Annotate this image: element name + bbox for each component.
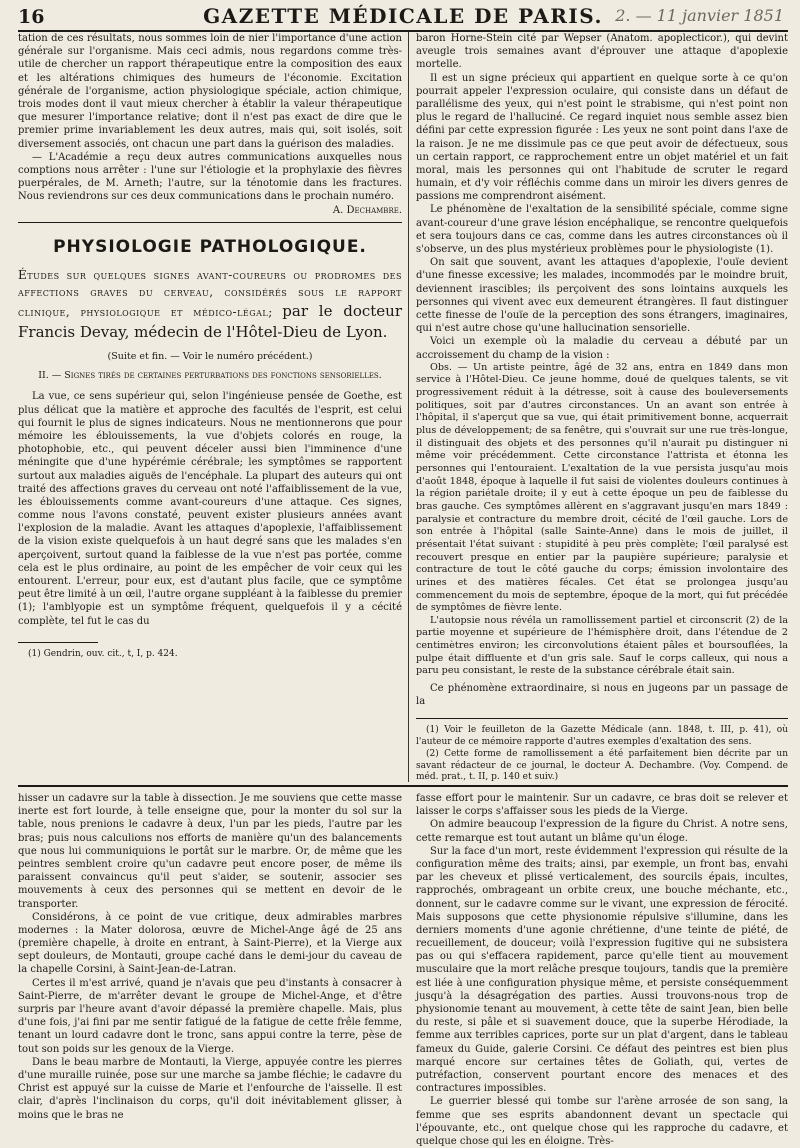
arm-paragraph: fasse effort pour le maintenir. Sur un cadavre, ce bras doit se relever et laisser le corps s'affaisser sous les pieds de la Vierge.	[416, 793, 788, 818]
section-title: PHYSIOLOGIE PATHOLOGIQUE.	[53, 237, 367, 258]
marbles-paragraph: Considérons, à ce point de vue critique, deux admirables marbres modernes : la Mater dolorosa, œuvre de Michel-Ange âgé de 25 ans (première chapelle, à droite en entrant, à Saint-Pierre), et la Vierge aux sept douleurs, de Montauti, groupe caché dans le demi-jour du caveau de la chapelle Corsini, à Saint-Jean-de-Latran.	[18, 911, 402, 976]
cadaver-paragraph: hisser un cadavre sur la table à dissection. Je me souviens que cette masse inerte est fort lourde, à telle enseigne que, pour la monter du sol sur la table, nous prenions le cadavre à deux, l'un par les pieds, l'autre par les bras; puis nous calculions nos efforts de manière qu'un des balancements que nous lui communiquions le portât sur le marbre. Or, de même que les peintres semblent croire qu'un cadavre peut encore poser, de même ils paraissent convaincus qu'il peut s'aider, se soutenir, associer ses mouvements à ceux des personnes qui se mettent en devoir de le transporter.	[18, 793, 402, 910]
paragraph-ocular: Il est un signe précieux qui appartient en quelque sorte à ce qu'on pourrait appeler l'expression oculaire, qui consiste dans un défaut de parallélisme des yeux, qui n'est point le strabisme, qui n'est point non plus le regard de l'halluciné. Ce regard inquiet nous semble assez bien défini par cette expression figurée : Les yeux ne sont point dans l'axe de la raison. Je ne me dissimule pas ce que peut avoir de défectueux, sous un certain rapport, ce rapprochement entre un objet matériel et un fait moral, mais les personnes qui ont l'habitude de scruter le regard humain, et d'y voir réfléchis comme dans un miroir les divers genres de passions me comprendront aisément.	[416, 72, 788, 203]
footnote-2: (2) Cette forme de ramollissement a été parfaitement bien décrite par un savant rédacteur de ce journal, le docteur A. Dechambre. (Voy. Compend. de méd. prat., t. II, p. 140 et suiv.)	[416, 748, 788, 783]
bottom-columns	[18, 792, 788, 1147]
section-ii-heading: II. — Signes tirés de certaines perturbations des fonctions sensorielles.	[38, 370, 382, 382]
paragraph-continued: baron Horne-Stein cité par Wepser (Anatom. apoplecticor.), qui devint aveugle trois semaines avant d'éprouver une attaque d'apoplexie mortelle.	[416, 33, 788, 71]
subtitle-author: par le docteur Francis Devay, médecin de l'Hôtel-Dieu de Lyon.	[18, 302, 403, 342]
horizontal-rule	[18, 785, 788, 787]
top-columns	[18, 32, 788, 782]
montauti-paragraph: Dans le beau marbre de Montauti, la Vierge, appuyée contre les pierres d'une muraille ruinée, pose sur une marche sa jambe fléchie; le cadavre du Christ est appuyé sur la cuisse de Marie et l'enfourche de l'aisselle. Il est clair, d'après l'inclinaison du corps, qu'il doit inévitablement glisser, à moins que le bras ne	[18, 1056, 402, 1121]
christ-paragraph: On admire beaucoup l'expression de la figure du Christ. A notre sens, cette remarque est tout autant un blâme qu'un éloge.	[416, 819, 788, 844]
journal-title: GAZETTE MÉDICALE DE PARIS.	[203, 4, 603, 28]
paragraph-exaltation: Le phénomène de l'exaltation de la sensibilité spéciale, comme signe avant-coureur d'une grave lésion encéphalique, se rencontre quelquefois et sera toujours dans ce cas, comme dans les autres circonstances où il s'observe, un des plus mystérieux problèmes pour le physiologiste (1).	[416, 204, 788, 255]
bottom-right-column	[416, 792, 788, 1147]
saint-pierre-paragraph: Certes il m'est arrivé, quand je n'avais que peu d'instants à consacrer à Saint-Pierre, de m'arrêter devant le groupe de Michel-Ange, et d'être surpris par l'heure avant d'avoir dépassé la première chapelle. Mais, plus d'une fois, j'ai fini par me sentir fatigué de la fatigue de cette frêle femme, tenant un lourd cadavre dont le tronc, sans appui contre la terre, pèse de tout son poids sur les genoux de la Vierge.	[18, 977, 402, 1055]
academy-paragraph: — L'Académie a reçu deux autres communications auxquelles nous comptions nous arrêter : l'une sur l'étiologie et la prophylaxie des fièvres puerpérales, de M. Arneth; l'autre, sur la ténotomie dans les fractures. Nous reviendrons sur ces deux communications dans le prochain numéro.	[18, 151, 402, 203]
expression-paragraph: Sur la face d'un mort, reste évidemment l'expression qui résulte de la configuration même des traits; ainsi, par exemple, un front bas, envahi par les cheveux et plissé verticalement, des sourcils épais, incultes, rapprochés, ombrageant un orbite creux, une bouche méchante, etc., donnent, sur le cadavre comme sur le vivant, une expression de férocité. Mais supposons que cette physionomie répulsive s'illumine, dans les derniers moments d'une agonie chrétienne, d'une teinte de piété, de recueillement, de douceur; voilà l'expression fugitive qui ne subsistera pas ou qui s'effacera rapidement, parce qu'elle tient au mouvement musculaire que la mort relâche presque toujours, tandis que la première est liée à une configuration physique même, et persiste conséquemment jusqu'à la désagrégation des parties. Aussi trouvons-nous trop de physionomie tenant au mouvement, à cette tête de saint Jean, bien belle du reste, si pâle et si suavement douce, que la superbe Hérodiade, la femme aux terribles caprices, porte sur un plat d'argent, dans le tableau fameux du Guide, galerie Corsini. Ce défaut des peintres est bien plus marqué encore sur certaines têtes de Goliath, qui, vertes de putréfaction, conservent pourtant encore des menaces et des contractures impossibles.	[416, 845, 788, 1095]
footnote-divider	[18, 642, 98, 643]
vertical-rule	[408, 32, 409, 782]
footnote-divider-right	[416, 718, 788, 719]
footnote-1: (1) Voir le feuilleton de la Gazette Médicale (ann. 1848, t. III, p. 41), où l'auteur de ce mémoire rapporte d'autres exemples d'exaltation des sens.	[416, 725, 788, 748]
paragraph-autopsy: L'autopsie nous révéla un ramollissement partiel et circonscrit (2) de la partie moyenne et supérieure de l'hémisphère droit, dans l'étendue de 2 centimètres environ; les circonvolutions étaient pâles et boursouflées, la pulpe était diffluente et d'un gris sale. Sauf le corps calleux, qui nous a paru peu consistant, le reste de la substance cérébrale était sain.	[416, 614, 788, 677]
paragraph-hearing: On sait que souvent, avant les attaques d'apoplexie, l'ouïe devient d'une finesse excessive; les malades, incommodés par le moindre bruit, deviennent irascibles; ils perçoivent des sons lointains auxquels les personnes qui vivent avec eux demeurent étrangères. Il faut distinguer cette finesse de l'ouïe de la perception des sons étrangers, imaginaires, qui n'est autre chose qu'une hallucination sensorielle.	[416, 257, 788, 335]
warrior-paragraph: Le guerrier blessé qui tombe sur l'arène arrosée de son sang, la femme que ses esprits abandonnent devant un spectacle qui l'épouvante, etc., ont quelque chose qui les rapproche du cadavre, et quelque chose qui les en éloigne. Très-	[416, 1096, 788, 1147]
suite-note: (Suite et fin. — Voir le numéro précédent.)	[107, 351, 313, 363]
footnote: (1) Gendrin, ouv. cit., t, I, p. 424.	[28, 648, 178, 659]
signature: A. Dechambre.	[332, 205, 402, 217]
right-column	[416, 32, 788, 782]
subtitle-smallcaps: Études sur quelques signes avant-coureurs ou prodromes des affections graves du cerveau, considérés sous le rapport clinique, physiologique et médico-légal;	[18, 268, 402, 320]
vision-paragraph: La vue, ce sens supérieur qui, selon l'ingénieuse pensée de Goethe, est plus délicat que la matière et approche des facultés de l'esprit, est celui qui fournit le plus de signes indicateurs. Nous ne mentionnerons que pour mémoire les éblouissements, la vue d'objets colorés en rouge, la photophobie, etc., qui peuvent déceler aussi bien l'imminence d'une méningite que d'une hypérémie cérébrale; les symptômes se rapportent surtout aux maladies aiguës de l'encéphale. La plupart des auteurs qui ont traité des affections graves du cerveau ont noté l'affaiblissement de la vue, les éblouissements comme avant-coureurs d'une attaque. Ces signes, comme nous l'avons constaté, peuvent exister plusieurs années avant l'explosion de la maladie. Avant les attaques d'apoplexie, l'affaiblissement de la vision existe quelquefois à un haut degré sans que les malades s'en aperçoivent, surtout quand la faiblesse de la vue n'est pas portée, comme cela est le plus ordinaire, au point de les empêcher de voir ceux qui les entourent. L'erreur, pour eux, est d'autant plus facile, que ce symptôme peut être limité à un œil, l'autre organe suppléant à la faiblesse du premier (1); l'amblyopie est un symptôme fréquent, quelquefois il y a cécité complète, tel fut le cas du	[18, 391, 402, 627]
page-header	[18, 0, 788, 32]
column-divider	[18, 222, 402, 223]
date-stamp: 2. — 11 janvier 1851	[615, 6, 784, 25]
article-subtitle	[18, 267, 402, 343]
bottom-left-column	[18, 792, 402, 1121]
intro-paragraph: tation de ces résultats, nous sommes loin de nier l'importance d'une action générale sur l'organisme. Mais ceci admis, nous regardons comme très-utile de chercher un rapport thérapeutique entre la composition des eaux et les altérations chimiques des humeurs de l'économie. Excitation générale de l'organisme, action physiologique spéciale, action chimique, trois modes dont il vaut mieux chercher à établir la valeur thérapeutique que mesurer l'importance relative; dont il n'est pas exact de dire que le premier prime invariablement les deux autres, mais qui, soit isolés, soit diversement associés, ont chacun une part dans la guérison des maladies.	[18, 33, 402, 150]
left-column	[18, 32, 402, 782]
page-number: 16	[18, 6, 45, 28]
paragraph-observation: Obs. — Un artiste peintre, âgé de 32 ans, entra en 1849 dans mon service à l'Hôtel-Dieu. Ce jeune homme, doué de quelques talents, se vit progressivement réduit à la détresse, soit à cause des bouleversements politiques, soit par d'autres circonstances. Un an avant son entrée à l'hôpital, il s'aperçut que sa vue, qui était primitivement bonne, acquerrait plus de développement; de sa fenêtre, qui s'ouvrait sur une rue très-longue, il distinguait des objets et des personnes qu'il n'aurait pu distinguer ni même voir précédemment. Cette circonstance l'attrista et étonna les personnes qui l'entouraient. L'exaltation de la vue persista jusqu'au mois d'août 1848, époque à laquelle il fut saisi de violentes douleurs continues à la région pariétale droite; il y eut à cette époque un peu de faiblesse du bras gauche. Ces symptômes allèrent en s'aggravant jusqu'en mars 1849 : paralysie et contracture du membre droit, cécité de l'œil gauche. Lors de son entrée à l'hôpital (salle Sainte-Anne) dans le mois de juillet, il présentait l'état suivant : stupidité à peu près complète; l'œil paralysé est recouvert presque en entier par la paupière supérieure; paralysie et contracture de tout le côté gauche du corps; émission involontaire des urines et des matières fécales. Cet état se prolongea jusqu'au commencement du mois de septembre, époque de la mort, qui fut précédée de symptômes de fièvre lente.	[416, 361, 788, 614]
paragraph-phenomenon: Ce phénomène extraordinaire, si nous en jugeons par un passage de la	[416, 683, 788, 708]
paragraph-example: Voici un exemple où la maladie du cerveau a débuté par un accroissement du champ de la vision :	[416, 336, 788, 361]
